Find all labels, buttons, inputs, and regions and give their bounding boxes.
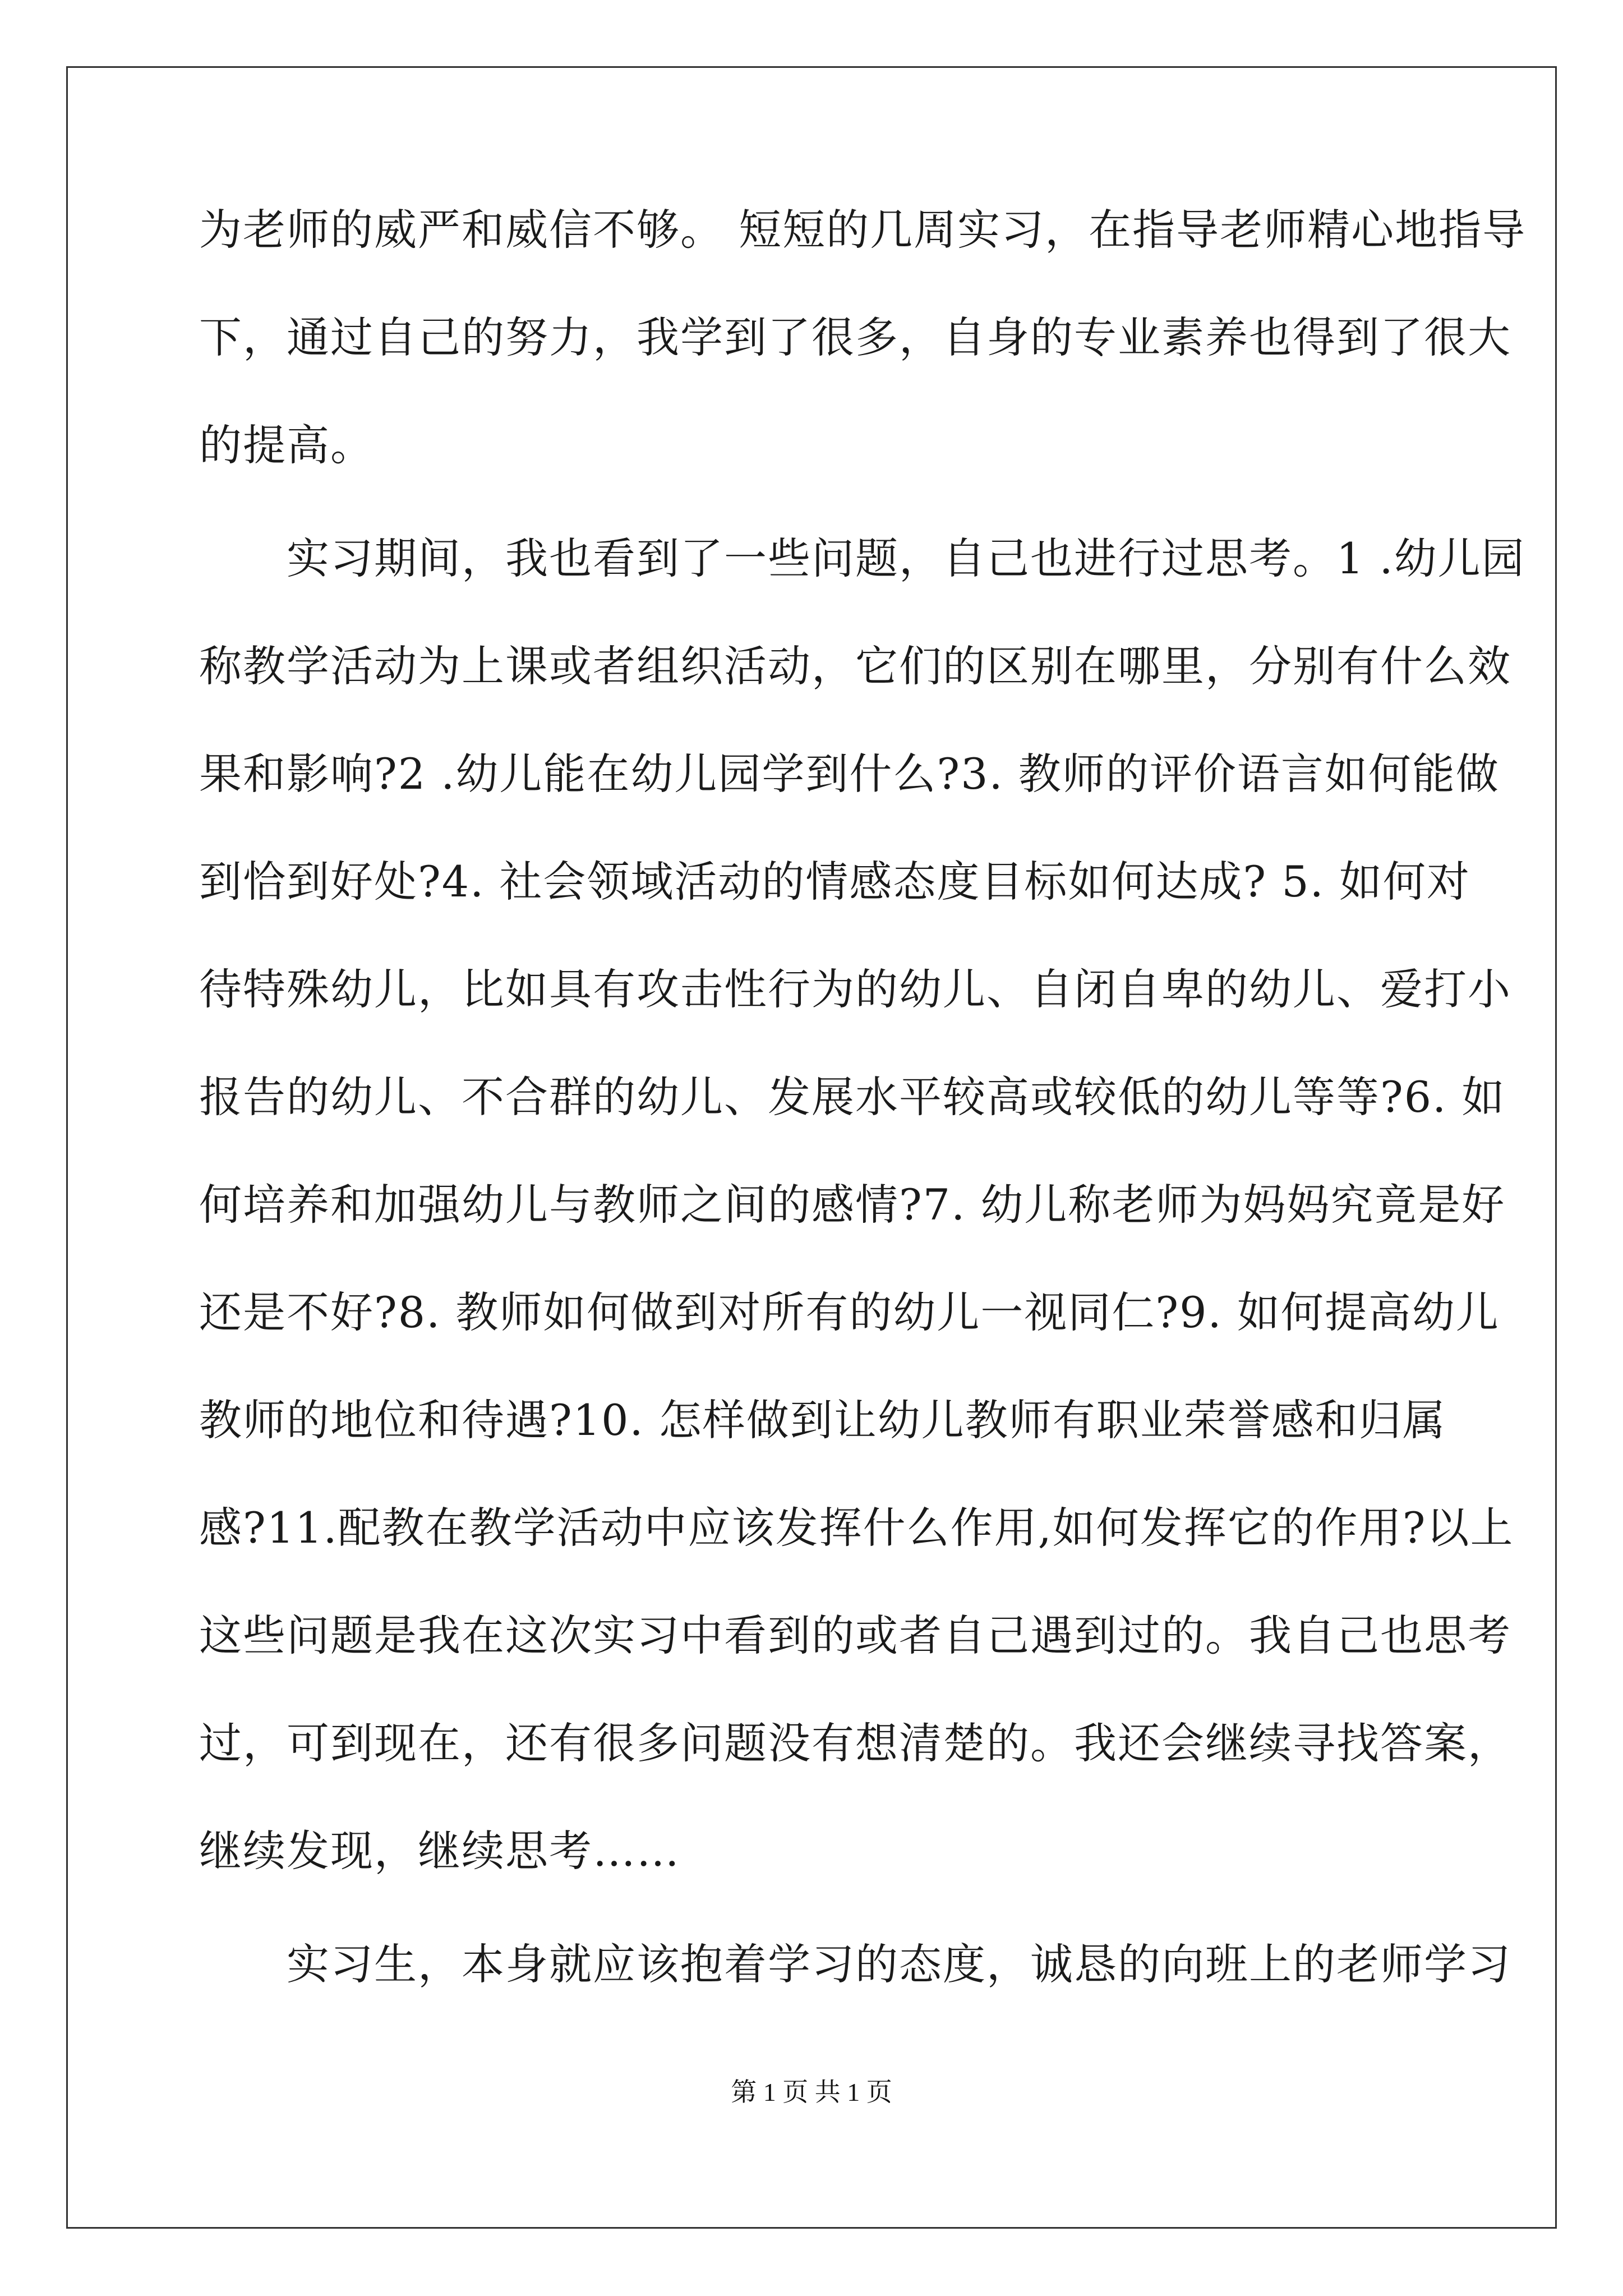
- text-line: 还是不好?8. 教师如何做到对所有的幼儿一视同仁?9. 如何提高幼儿: [199, 1287, 1500, 1337]
- text-line: 称教学活动为上课或者组织活动，它们的区别在哪里，分别有什么效: [199, 641, 1511, 691]
- text-line: 报告的幼儿、不合群的幼儿、发展水平较高或较低的幼儿等等?6. 如: [199, 1072, 1506, 1122]
- text-line: 下，通过自己的努力，我学到了很多，自身的专业素养也得到了很大: [199, 312, 1511, 362]
- page-footer: 第 1 页 共 1 页: [731, 2078, 892, 2106]
- text-line: 过，可到现在，还有很多问题没有想清楚的。我还会继续寻找答案，: [199, 1718, 1511, 1768]
- text-line: 继续发现，继续思考……: [199, 1826, 680, 1876]
- text-line: 何培养和加强幼儿与教师之间的感情?7. 幼儿称老师为妈妈究竟是好: [199, 1180, 1506, 1230]
- text-line: 待特殊幼儿，比如具有攻击性行为的幼儿、自闭自卑的幼儿、爱打小: [199, 964, 1511, 1014]
- text-line: 到恰到好处?4. 社会领域活动的情感态度目标如何达成? 5. 如何对: [199, 857, 1470, 907]
- text-line: 教师的地位和待遇?10. 怎样做到让幼儿教师有职业荣誉感和归属: [199, 1395, 1446, 1445]
- text-line: 实习期间，我也看到了一些问题，自己也进行过思考。1 .幼儿园: [199, 533, 1525, 583]
- text-line: 这些问题是我在这次实习中看到的或者自己遇到过的。我自己也思考: [199, 1611, 1511, 1660]
- page-border: [66, 66, 1557, 2229]
- text-line: 感?11.配教在教学活动中应该发挥什么作用,如何发挥它的作用?以上: [199, 1503, 1514, 1553]
- text-line: 实习生，本身就应该抱着学习的态度，诚恳的向班上的老师学习: [199, 1939, 1511, 1989]
- text-line: 果和影响?2 .幼儿能在幼儿园学到什么?3. 教师的评价语言如何能做: [199, 749, 1500, 799]
- text-line: 的提高。: [199, 420, 374, 470]
- text-line: 为老师的威严和威信不够。 短短的几周实习，在指导老师精心地指导: [199, 205, 1527, 255]
